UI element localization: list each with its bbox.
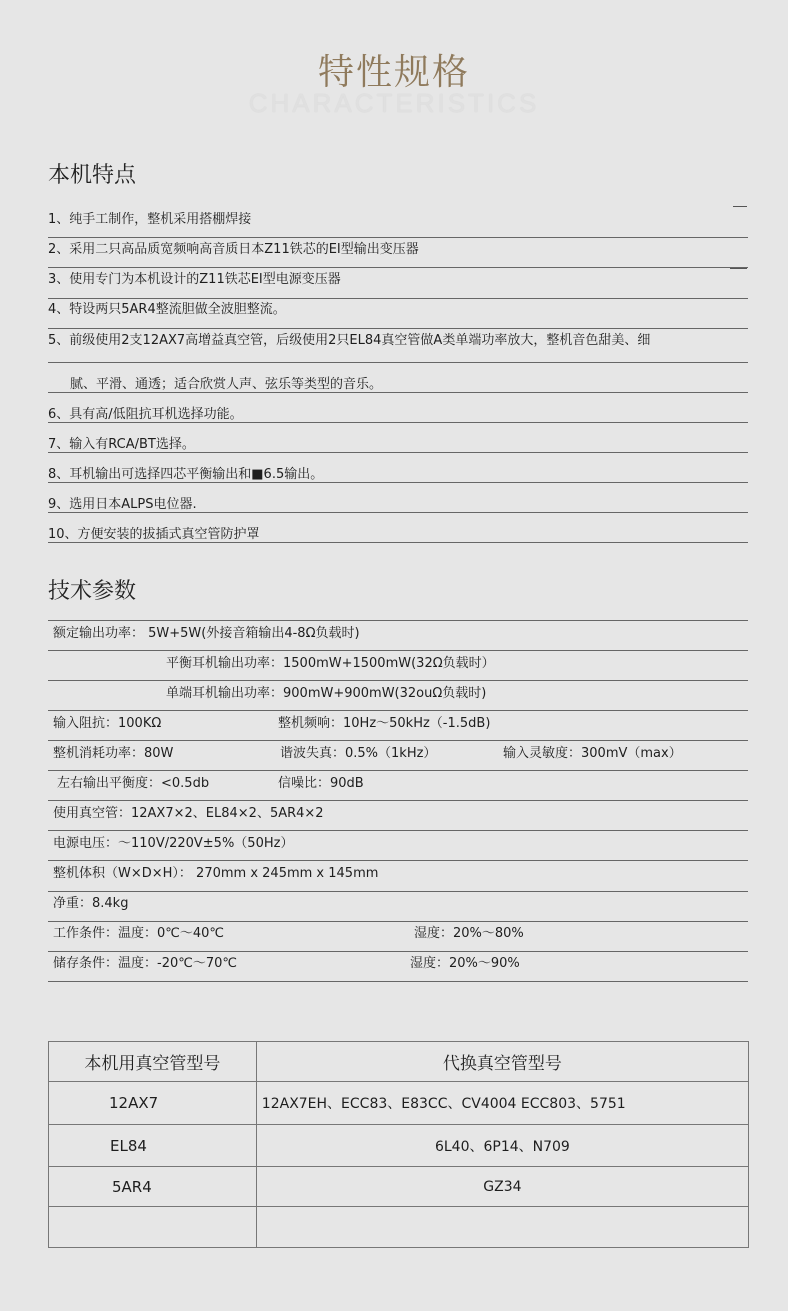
- table-cell: [49, 1207, 257, 1248]
- divider: [48, 680, 748, 681]
- divider: [48, 891, 748, 892]
- divider: [48, 267, 748, 268]
- table-cell: 12AX7EH、ECC83、E83CC、CV4004 ECC803、5751: [256, 1082, 748, 1125]
- table-cell: 5AR4: [49, 1167, 257, 1207]
- table-row: [49, 1207, 749, 1248]
- page-subtitle: CHARACTERISTICS: [248, 88, 540, 118]
- feature-item: 9、选用日本ALPS电位器.: [48, 497, 197, 512]
- spec-supply-voltage: 电源电压：～110V/220V±5%（50Hz）: [53, 836, 294, 851]
- spec-storage-temp: 储存条件：温度：-20℃～70℃: [53, 956, 237, 971]
- feature-item: 10、方便安装的拔插式真空管防护罩: [48, 527, 260, 542]
- table-header-cell: 本机用真空管型号: [49, 1042, 257, 1082]
- feature-item: 2、采用二只高品质宽频响高音质日本Z11铁芯的EI型输出变压器: [48, 242, 419, 257]
- table-cell: 6L40、6P14、N709: [256, 1125, 748, 1167]
- divider: [48, 298, 748, 299]
- tube-replacement-table: [48, 1041, 749, 1248]
- divider: [48, 392, 748, 393]
- feature-item: 5、前级使用2支12AX7高增益真空管，后级使用2只EL84真空管做A类单端功率放大，整机音色甜美、细: [48, 333, 651, 348]
- feature-item: 7、输入有RCA/BT选择。: [48, 437, 195, 452]
- table-cell: EL84: [49, 1125, 257, 1167]
- spec-frequency-response: 整机频响：10Hz～50kHz（-1.5dB): [278, 716, 491, 731]
- divider: [48, 951, 748, 952]
- divider: [48, 512, 748, 513]
- table-row: [49, 1125, 749, 1167]
- divider: [48, 328, 748, 329]
- divider: [48, 482, 748, 483]
- table-cell: GZ34: [256, 1167, 748, 1207]
- divider: [48, 740, 748, 741]
- feature-item: 6、具有高/低阻抗耳机选择功能。: [48, 407, 243, 422]
- table-row: [49, 1082, 749, 1125]
- divider: [48, 770, 748, 771]
- divider: [48, 620, 748, 621]
- divider: [48, 542, 748, 543]
- table-row: [49, 1167, 749, 1207]
- spec-power-consumption: 整机消耗功率：80W: [53, 746, 174, 761]
- feature-item: 1、纯手工制作，整机采用搭棚焊接: [48, 212, 252, 227]
- specs-heading: 技术参数: [48, 579, 137, 604]
- spec-thd: 谐波失真：0.5%（1kHz）: [280, 746, 437, 761]
- feature-item: 4、特设两只5AR4整流胆做全波胆整流。: [48, 302, 286, 317]
- feature-item: 8、耳机输出可选择四芯平衡输出和■6.5输出。: [48, 467, 324, 482]
- features-heading: 本机特点: [48, 163, 137, 188]
- divider: [48, 422, 748, 423]
- feature-item: 3、使用专门为本机设计的Z11铁芯EI型电源变压器: [48, 272, 341, 287]
- divider: [48, 921, 748, 922]
- spec-channel-balance: 左右输出平衡度：<0.5db: [57, 776, 210, 791]
- spec-weight: 净重：8.4kg: [53, 896, 129, 911]
- table-cell: [256, 1207, 748, 1248]
- spec-storage-humidity: 湿度：20%～90%: [410, 956, 520, 971]
- divider: [48, 362, 748, 363]
- divider: [48, 800, 748, 801]
- spec-tubes-used: 使用真空管：12AX7×2、EL84×2、5AR4×2: [53, 806, 324, 821]
- spec-rated-power: 额定输出功率： 5W+5W(外接音箱输出4-8Ω负载时): [53, 626, 360, 641]
- divider: [48, 237, 748, 238]
- divider: [48, 830, 748, 831]
- divider: [48, 981, 748, 982]
- divider: [48, 710, 748, 711]
- feature-item: 腻、平滑、通透；适合欣赏人声、弦乐等类型的音乐。: [70, 377, 383, 392]
- decorative-tick: [730, 268, 747, 269]
- divider: [48, 650, 748, 651]
- spec-snr: 信噪比：90dB: [278, 776, 364, 791]
- page-title: 特性规格: [317, 52, 470, 93]
- decorative-tick: [733, 206, 747, 207]
- table-header-cell: 代换真空管型号: [256, 1042, 748, 1082]
- spec-operating-humidity: 湿度：20%～80%: [414, 926, 524, 941]
- spec-balanced-headphone-power: 平衡耳机输出功率：1500mW+1500mW(32Ω负载时）: [166, 656, 495, 671]
- spec-operating-temp: 工作条件：温度：0℃～40℃: [53, 926, 225, 941]
- spec-single-headphone-power: 单端耳机输出功率：900mW+900mW(32ouΩ负载时): [166, 686, 487, 701]
- spec-dimensions: 整机体积（W×D×H）： 270mm x 245mm x 145mm: [53, 866, 379, 881]
- spec-input-impedance: 输入阻抗：100KΩ: [53, 716, 162, 731]
- divider: [48, 860, 748, 861]
- table-header-row: [49, 1042, 749, 1082]
- table-cell: 12AX7: [49, 1082, 257, 1125]
- divider: [48, 452, 748, 453]
- spec-input-sensitivity: 输入灵敏度：300mV（max）: [503, 746, 682, 761]
